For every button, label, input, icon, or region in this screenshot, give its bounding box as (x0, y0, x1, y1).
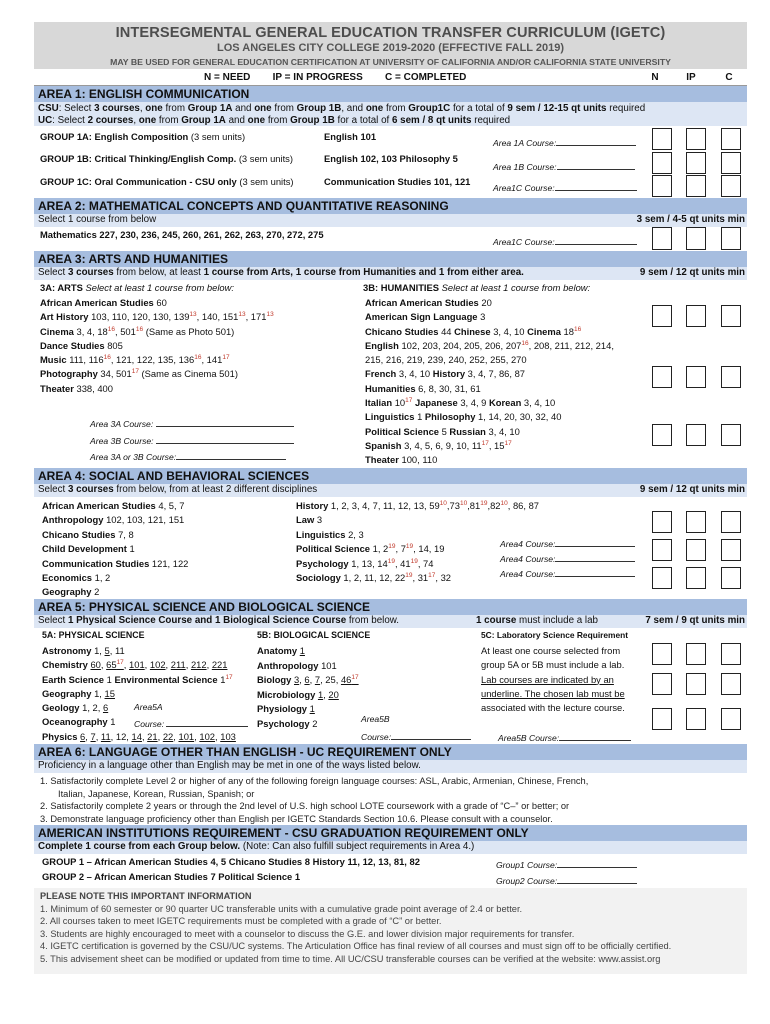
area5ab-field[interactable] (498, 732, 631, 743)
area1a-field-label: Area 1A Course: (493, 138, 557, 148)
area3a-field[interactable] (90, 418, 294, 429)
checkbox-area1-c1[interactable] (721, 128, 741, 150)
checkbox-area1-n1[interactable] (652, 128, 672, 150)
american-req-main: Complete 1 course from each Group below. (38, 841, 241, 852)
group-1a-courses: English 101 (324, 131, 377, 142)
checkbox-area5-c3[interactable] (721, 708, 741, 730)
area2-field[interactable] (493, 236, 637, 247)
note-3: 3. Students are highly encouraged to meet with a counselor to discuss the G.E. and lower division major requirements for transfer. (40, 928, 575, 939)
area2-field-label: Area1C Course: (493, 237, 555, 247)
area3b-field[interactable] (90, 435, 294, 446)
area3ab-field-label: Area 3A or 3B Course: (90, 452, 177, 462)
area3-title: AREA 3: ARTS AND HUMANITIES (34, 251, 747, 267)
area5c-text (481, 644, 625, 715)
area5-units: 7 sem / 9 qt units min (645, 615, 745, 626)
group-1b-courses: English 102, 103 Philosophy 5 (324, 153, 458, 164)
checkbox-area3-ip2[interactable] (686, 366, 706, 388)
area5b-field-label: Course: (361, 732, 392, 742)
area5-title: AREA 5: PHYSICAL SCIENCE AND BIOLOGICAL SCIENCE (34, 599, 747, 615)
area4-req: Select 3 courses from below, from at least 2 different disciplines (38, 484, 318, 495)
important-notes (34, 888, 747, 974)
checkbox-area3-c1[interactable] (721, 305, 741, 327)
checkbox-area4-c3[interactable] (721, 567, 741, 589)
checkbox-area1-ip3[interactable] (686, 175, 706, 197)
igetc-sheet (34, 22, 747, 1020)
area5a-list: Astronomy 1, 5, 11 Chemistry 60, $65^{17}$, 101, 102, 211, 212, 221 Earth Science 1 Environmental Science $1^{17}$ Geography 1, 15 Geology 1, 2, 6 Oceanography 1 Physics 6, 7, 11, 12, 14, 21, 22, 101, 102, 103 (42, 645, 236, 742)
area3b-head: 3B: HUMANITIES (363, 282, 440, 293)
checkbox-area3-ip1[interactable] (686, 305, 706, 327)
checkbox-area3-c3[interactable] (721, 424, 741, 446)
checkbox-area4-n2[interactable] (652, 539, 672, 561)
checkbox-area4-n1[interactable] (652, 511, 672, 533)
area1a-field[interactable] (493, 137, 636, 148)
area5b-head: 5B: BIOLOGICAL SCIENCE (257, 630, 371, 640)
area4-field-label-3: Area4 Course: (500, 569, 556, 579)
group1-field[interactable] (496, 859, 637, 870)
checkbox-area3-c2[interactable] (721, 366, 741, 388)
area6-item-1: 1. Satisfactorily complete Level 2 or higher of any of the following foreign language courses: ASL, Arabic, Armenian, Chinese, French, (40, 776, 589, 786)
group1-field-label: Group1 Course: (496, 860, 558, 870)
legend-c: C (725, 72, 733, 83)
area3b-sub: Select at least 1 course from below: (441, 282, 591, 293)
area5b-list: Anatomy 1 Anthropology 101 Biology 3, 6, 7, 25, $46^{17}$ Microbiology 1, 20 Physiology 1 Psychology 2 (257, 645, 359, 729)
checkbox-area2-c[interactable] (721, 227, 741, 250)
area3a-sub: Select at least 1 course from below: (85, 282, 235, 293)
area6-item-1b: Italian, Japanese, Korean, Russian, Spanish; or (58, 788, 255, 799)
checkbox-area4-n3[interactable] (652, 567, 672, 589)
area3-courses (34, 280, 747, 468)
area5-courses (34, 628, 747, 744)
page-title: INTERSEGMENTAL GENERAL EDUCATION TRANSFER CURRICULUM (IGETC) (115, 25, 666, 41)
area6-list (34, 773, 747, 825)
area4-field-1[interactable] (500, 538, 635, 549)
area6-item-2: 2. Satisfactorily complete 2 years or through the 2nd level of U.S. high school LOTE coursework with a grade of “C–” or better; or (40, 801, 570, 811)
checkbox-area3-n2[interactable] (652, 366, 672, 388)
area3b-list: African American Studies 20 American Sign Language 3 Chicano Studies 44 Chinese 3, 4, 10 Cinema $18^{16}$ English 102, 203, 204, 205, 206, $207^{16}$, 208, 211, 212, 214, 215, 216, 219, 239, 240, 252, 255, 270 French 3, 4, 10 History 3, 4, 7, 86, 87 Humanities 6, 8, 30, 31, 61 Italian $10^{17}$ Japanese 3, 4, 9 Korean 3, 4, 10 Linguistics 1 Philosophy 1, 14, 20, 30, 32, 40 Political Science 5 Russian 3, 4, 10 Spanish 3, 4, 5, 6, 9, 10, $11^{17}$, $15^{17}$ Theater 100, 110 (365, 297, 614, 466)
checkbox-area2-ip[interactable] (686, 227, 706, 250)
area1b-field[interactable] (493, 161, 635, 172)
area6-title: AREA 6: LANGUAGE OTHER THAN ENGLISH - UC REQUIREMENT ONLY (34, 744, 747, 760)
area4-field-label-1: Area4 Course: (500, 539, 556, 549)
group-1c-units: (3 sem units) (239, 176, 294, 187)
area5c-line-5: associated with the lecture course. (481, 702, 625, 714)
checkbox-area5-ip1[interactable] (686, 643, 706, 665)
area4-requirements (34, 484, 747, 497)
checkbox-area5-ip2[interactable] (686, 673, 706, 695)
group-1b-label: GROUP 1B: Critical Thinking/English Comp. (40, 153, 237, 164)
checkbox-area5-n2[interactable] (652, 673, 672, 695)
area1-groups (34, 126, 747, 198)
area4-field-2[interactable] (500, 553, 635, 564)
group-1c-courses: Communication Studies 101, 121 (324, 176, 471, 187)
area3-req: Select 3 courses from below, at least 1 course from Arts, 1 course from Humanities and 1 from either area. (38, 267, 524, 278)
checkbox-area5-n3[interactable] (652, 708, 672, 730)
area5b-field: Area5B (361, 714, 390, 724)
checkbox-area4-ip3[interactable] (686, 567, 706, 589)
checkbox-area5-c2[interactable] (721, 673, 741, 695)
area5ab-field-label: Area5B Course: (498, 733, 560, 743)
group2-field-label: Group2 Course: (496, 876, 558, 886)
american-req-note: (Note: Can also fulfill subject requirements in Area 4.) (242, 841, 475, 852)
legend (34, 69, 747, 86)
group2-field[interactable] (496, 875, 637, 886)
area3a-list: African American Studies 60 Art History 103, 110, 120, 130, $139^{13}$, 140, $151^{13}$, $171^{13}$ Cinema 3, 4, $18^{16}$, $501^{16}$ (Same as Photo 501) Dance Studies 805 Music 111, $116^{16}$, 121, 122, 135, $136^{16}$, $141^{17}$ Photography 34, $501^{17}$ (Same as Cinema 501) Theater 338, 400 (40, 297, 274, 394)
area4-units: 9 sem / 12 qt units min (639, 484, 745, 495)
group-1c-label: GROUP 1C: Oral Communication - CSU only (40, 176, 237, 187)
area3-units: 9 sem / 12 qt units min (639, 267, 745, 278)
checkbox-area3-ip3[interactable] (686, 424, 706, 446)
area5c-line-1: At least one course selected from (481, 645, 621, 656)
group-1a-units: (3 sem units) (190, 131, 246, 142)
area5a-field-course[interactable] (134, 718, 248, 729)
checkbox-area1-c2[interactable] (721, 152, 741, 174)
checkbox-area5-ip3[interactable] (686, 708, 706, 730)
area2-title: AREA 2: MATHEMATICAL CONCEPTS AND QUANTITATIVE REASONING (34, 198, 747, 214)
checkbox-area4-ip1[interactable] (686, 511, 706, 533)
checkbox-area5-n1[interactable] (652, 643, 672, 665)
checkbox-area2-n[interactable] (652, 227, 672, 250)
area5a-head: 5A: PHYSICAL SCIENCE (42, 630, 145, 640)
checkbox-area1-n3[interactable] (652, 175, 672, 197)
notes-head: PLEASE NOTE THIS IMPORTANT INFORMATION (40, 891, 252, 901)
group-1a-label: GROUP 1A: English Composition (40, 131, 189, 142)
checkbox-area1-n2[interactable] (652, 152, 672, 174)
area5a-field-label: Course: (134, 719, 165, 729)
area4-courses (34, 497, 747, 599)
area2-req: Select 1 course from below (38, 214, 157, 225)
american-group-1: GROUP 1 – African American Studies 4, 5 Chicano Studies 8 History 11, 12, 13, 81, 82 (42, 856, 420, 867)
checkbox-area5-c1[interactable] (721, 643, 741, 665)
note-2: 2. All courses taken to meet IGETC requirements must be completed with a grade of “C” or better. (40, 916, 442, 926)
area5c-line-4: underline. The chosen lab must be (481, 687, 625, 699)
checkbox-area3-n3[interactable] (652, 424, 672, 446)
area2-courses (34, 227, 747, 251)
area1c-field-label: Area1C Course: (493, 183, 555, 193)
area5c-head: 5C: Laboratory Science Requirement (481, 630, 629, 640)
area2-units: 3 sem / 4-5 qt units min (636, 214, 745, 225)
area4-title: AREA 4: SOCIAL AND BEHAVIORAL SCIENCES (34, 468, 747, 484)
area6-req: Proficiency in a language other than English may be met in one of the ways listed below. (34, 760, 747, 773)
area5b-field-course[interactable] (361, 731, 471, 742)
checkbox-area4-c2[interactable] (721, 539, 741, 561)
area5a-field: Area5A (134, 702, 163, 712)
area5-lab: 1 course must include a lab (476, 615, 598, 626)
area2-requirements (34, 214, 747, 227)
checkbox-area1-c3[interactable] (721, 175, 741, 197)
area3ab-field[interactable] (90, 451, 286, 462)
area4-field-3[interactable] (500, 568, 635, 579)
area1-title: AREA 1: ENGLISH COMMUNICATION (34, 86, 747, 102)
area4-list-left: African American Studies 4, 5, 7 Anthropology 102, 103, 121, 151 Chicano Studies 7, 8 Child Development 1 Communication Studies 121, 122 Economics 1, 2 Geography 2 (42, 500, 189, 598)
area1-requirements: CSU: Select 3 courses, one from Group 1A and one from Group 1B, and one from Group1C for a total of 9 sem / 12-15 qt units required UC: Select 2 courses, one from Group 1A and one from Group 1B for a total of 6 sem / 8 qt units required (34, 102, 747, 126)
checkbox-area3-n1[interactable] (652, 305, 672, 327)
american-group-2: GROUP 2 – African American Studies 7 Political Science 1 (42, 871, 301, 882)
checkbox-area1-ip2[interactable] (686, 152, 706, 174)
header (34, 22, 747, 69)
area5c-line-2: group 5A or 5B must include a lab. (481, 659, 625, 671)
american-title: AMERICAN INSTITUTIONS REQUIREMENT - CSU GRADUATION REQUIREMENT ONLY (34, 825, 747, 841)
checkbox-area4-ip2[interactable] (686, 539, 706, 561)
page-subtitle: LOS ANGELES CITY COLLEGE 2019-2020 (EFFECTIVE FALL 2019) (217, 42, 564, 54)
area3a-field-label: Area 3A Course: (90, 419, 154, 429)
american-groups (34, 854, 747, 888)
note-1: 1. Minimum of 60 semester or 90 quarter UC transferable units with a cumulative grade point average of 2.4 or better. (40, 903, 523, 914)
area1b-field-label: Area 1B Course: (493, 162, 557, 172)
area3-requirements (34, 267, 747, 280)
legend-ip: IP (686, 72, 696, 83)
area3a-head: 3A: ARTS (40, 282, 83, 293)
area6-item-3: 3. Demonstrate language proficiency other than English per IGETC Standards Section 10.6. Please consult with a counselor. (40, 813, 553, 824)
area1c-field[interactable] (493, 182, 637, 193)
legend-text: N = NEED IP = IN PROGRESS C = COMPLETED (204, 72, 467, 83)
note-4: 4. IGETC certification is governed by the CSU/UC systems. The Articulation Office has final review of all courses and must sign off to be officially certified. (40, 941, 672, 951)
area5c-line-3: Lab courses are indicated by an (481, 673, 614, 685)
area3b-field-label: Area 3B Course: (90, 436, 154, 446)
legend-n: N (651, 72, 659, 83)
page-note: MAY BE USED FOR GENERAL EDUCATION CERTIFICATION AT UNIVERSITY OF CALIFORNIA AND/OR CALIFORNIA STATE UNIVERSITY (110, 57, 671, 67)
area5-requirements (34, 615, 747, 628)
area2-course-list: Mathematics 227, 230, 236, 245, 260, 261, 262, 263, 270, 272, 275 (40, 229, 324, 240)
area4-list-right: History 1, 2, 3, 4, 7, 11, 12, 13, $59^{10},73^{10},81^{19},82^{10}$, 86, 87 Law 3 Linguistics 2, 3 Political Science 1, $2^{19}$, $7^{19}$, 14, 19 Psychology 1, 13, $14^{19}$, $41^{19}$, 74 Sociology 1, 2, 11, 12, $22^{19}$, $31^{17}$, 32 (296, 499, 540, 584)
area5-req: Select 1 Physical Science Course and 1 Biological Science Course from below. (38, 615, 400, 626)
group-1b-units: (3 sem units) (238, 153, 293, 164)
checkbox-area4-c1[interactable] (721, 511, 741, 533)
american-req (34, 841, 747, 854)
checkbox-area1-ip1[interactable] (686, 128, 706, 150)
area4-field-label-2: Area4 Course: (500, 554, 556, 564)
note-5: 5. This advisement sheet can be modified or updated from time to time. All UC/CSU transferable courses can be verified at the website: www.assist.org (40, 953, 661, 964)
